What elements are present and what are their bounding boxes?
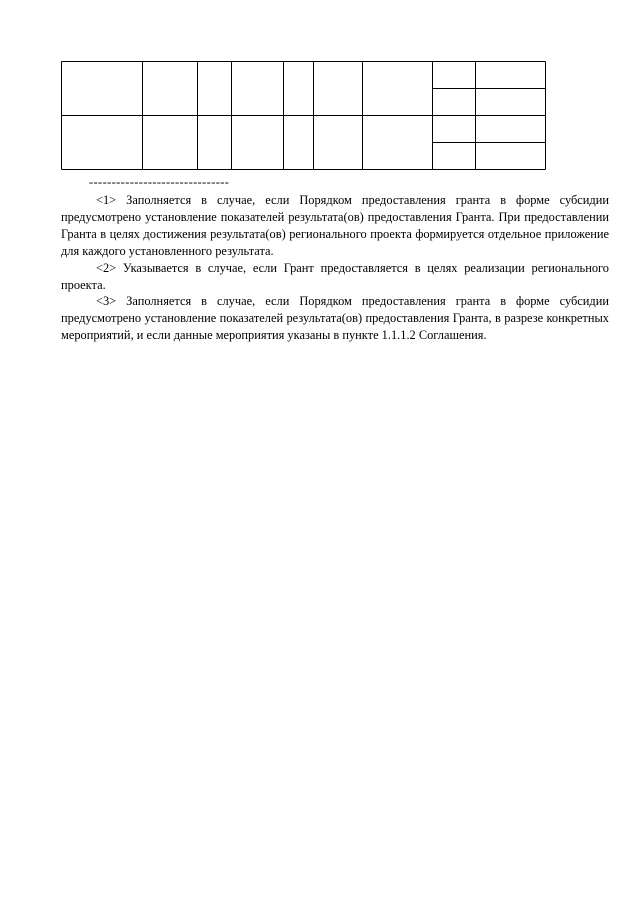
footnote-2: <2> Указывается в случае, если Грант предоставляется в целях реализации регионального проекта. xyxy=(61,260,609,292)
footnote-3: <3> Заполняется в случае, если Порядком предоставления гранта в форме субсидии предусмотрено установление показателей результата(ов) предоставления Гранта, в разрезе конкретных мероприятий, и если данные мероприятия указаны в пункте 1.1.1.2 Соглашения. xyxy=(61,294,609,343)
footnote-1: <1> Заполняется в случае, если Порядком предоставления гранта в форме субсидии предусмотрено установление показателей результата(ов) предоставления Гранта. При предоставлении Гранта в целях достижения результата(ов) регионального проекта формируется отдельное приложение для каждого установленного результата. xyxy=(61,193,609,258)
table-grid xyxy=(0,0,640,180)
footnotes-section xyxy=(61,176,609,344)
footnote-separator: ------------------------------- xyxy=(89,175,230,189)
